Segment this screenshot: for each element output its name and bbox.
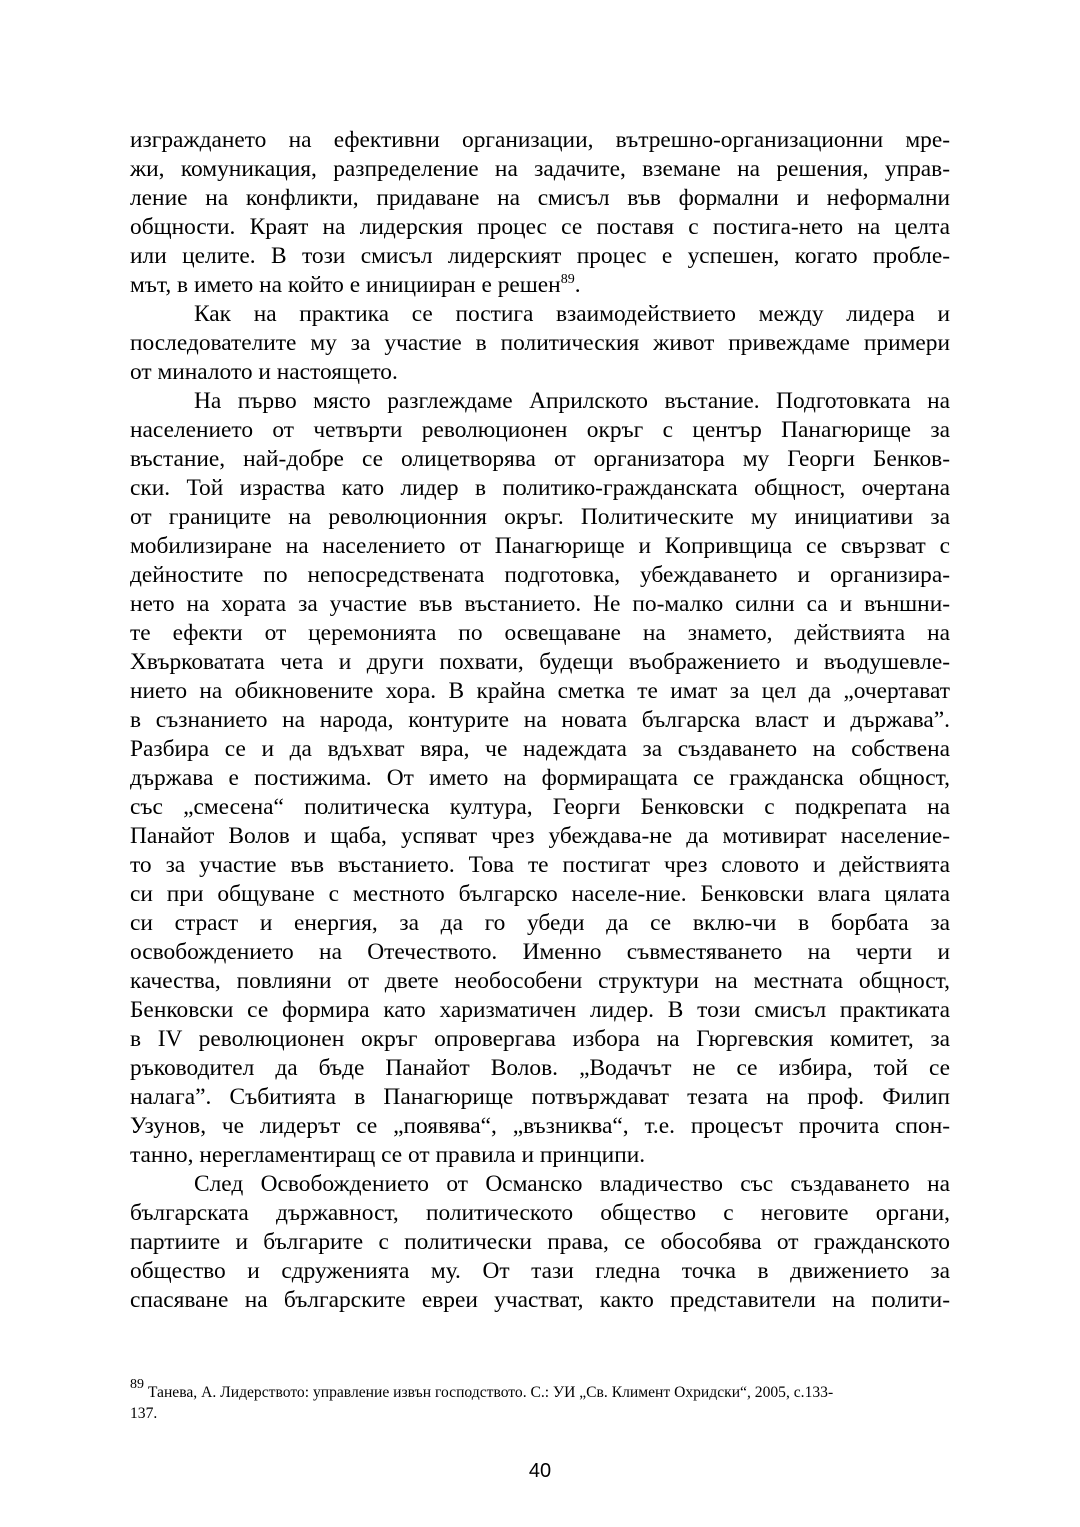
body-line: Бенковски се формира като харизматичен лидер. В този смисъл практиката <box>130 997 950 1023</box>
body-line: държава е постижима. От името на формиращата се гражданска общност, <box>130 765 950 791</box>
body-line: Разбира се и да вдъхват вяра, че надеждата за създаването на собствена <box>130 736 950 762</box>
footnote-line <box>130 1377 950 1403</box>
body-line: те ефекти от церемонията по освещаване на знамето, действията на <box>130 620 950 646</box>
body-line: общество и сдруженията му. От тази гледна точка в движението за <box>130 1258 950 1284</box>
body-line: освобождението на Отечеството. Именно съвместяването на черти и <box>130 939 950 965</box>
body-line: дейностите по непосредствената подготовка, убеждаването и организира- <box>130 562 950 588</box>
body-line: Узунов, че лидерът се „появява“, „възниква“, т.е. процесът прочита спон- <box>130 1113 950 1139</box>
body-line: със „смесена“ политическа култура, Георги Бенковски с подкрепата на <box>130 794 950 820</box>
body-line: жи, комуникация, разпределение на задачите, вземане на решения, управ- <box>130 156 950 182</box>
footnote-reference[interactable]: 89 <box>560 272 575 287</box>
body-line: въстание, най-добре се олицетворява от организатора му Георги Бенков- <box>130 446 950 472</box>
body-line: изграждането на ефективни организации, вътрешно-организационни мре- <box>130 127 950 153</box>
body-text <box>130 126 950 1315</box>
paragraph-start: На първо място разглеждаме Априлското въстание. Подготовката на <box>194 388 950 414</box>
footnote-reference-tail: . <box>574 272 581 298</box>
body-line: спасяване на българските евреи участват, както представители на полити- <box>130 1287 950 1313</box>
body-line: мът, в името на който е иницииран е решен <box>130 272 561 298</box>
body-line: танно, нерегламентиращ се от правила и принципи. <box>130 1142 646 1168</box>
body-line: или целите. В този смисъл лидерският процес е успешен, когато пробле- <box>130 243 950 269</box>
body-line: ръководител да бъде Панайот Волов. „Водачът не се избира, той се <box>130 1055 950 1081</box>
body-line: партиите и българите с политически права, се обособява от гражданското <box>130 1229 950 1255</box>
footnote-line: 137. <box>130 1405 158 1422</box>
body-line: нието на обикновените хора. В крайна сметка те имат за цел да „очертават <box>130 678 950 704</box>
paragraph-start: След Освобождението от Османско владичество със създаването на <box>194 1171 950 1197</box>
body-line: в IV революционен окръг опровергава избора на Гюргевския комитет, за <box>130 1026 950 1052</box>
body-line: от границите на революционния окръг. Политическите му инициативи за <box>130 504 950 530</box>
body-line: Хвърковатата чета и други похвати, будещи въображението и въодушевле- <box>130 649 950 675</box>
body-line-with-footnote <box>130 271 950 300</box>
footnote-text: Танева, А. Лидерството: управление извън господството. С.: УИ „Св. Климент Охридски“, 2005, с.133- <box>144 1384 834 1401</box>
body-line: си при общуване с местното българско населе-ние. Бенковски влага цялата <box>130 881 950 907</box>
body-line: в съзнанието на народа, контурите на новата българска власт и държава”. <box>130 707 950 733</box>
paragraph-start: Как на практика се постига взаимодействието между лидера и <box>194 301 950 327</box>
footnote <box>130 1377 950 1424</box>
footnote-number: 89 <box>130 1377 144 1392</box>
body-line: ление на конфликти, придаване на смисъл във формални и неформални <box>130 185 950 211</box>
body-line: от миналото и настоящето. <box>130 359 398 385</box>
page-number: 40 <box>528 1460 552 1482</box>
body-line: ски. Той израства като лидер в политико-гражданската общност, очертана <box>130 475 950 501</box>
body-line: си страст и енергия, за да го убеди да се вклю-чи в борбата за <box>130 910 950 936</box>
body-line: Панайот Волов и щаба, успяват чрез убеждава-не да мотивират население- <box>130 823 950 849</box>
body-line: то за участие във въстанието. Това те постигат чрез словото и действията <box>130 852 950 878</box>
body-line: налага”. Събитията в Панагюрище потвърждават тезата на проф. Филип <box>130 1084 950 1110</box>
body-line: населението от четвърти революционен окръг с център Панагюрище за <box>130 417 950 443</box>
body-line: нето на хората за участие във въстанието. Не по-малко силни са и външни- <box>130 591 950 617</box>
body-line: мобилизиране на населението от Панагюрище и Копривщица се свързват с <box>130 533 950 559</box>
body-line: качества, повлияни от двете необособени структури на местната общност, <box>130 968 950 994</box>
body-line: българската държавност, политическото общество с неговите органи, <box>130 1200 950 1226</box>
body-line: общности. Краят на лидерския процес се поставя с постига-нето на целта <box>130 214 950 240</box>
body-line: последователите му за участие в политическия живот привеждаме примери <box>130 330 950 356</box>
